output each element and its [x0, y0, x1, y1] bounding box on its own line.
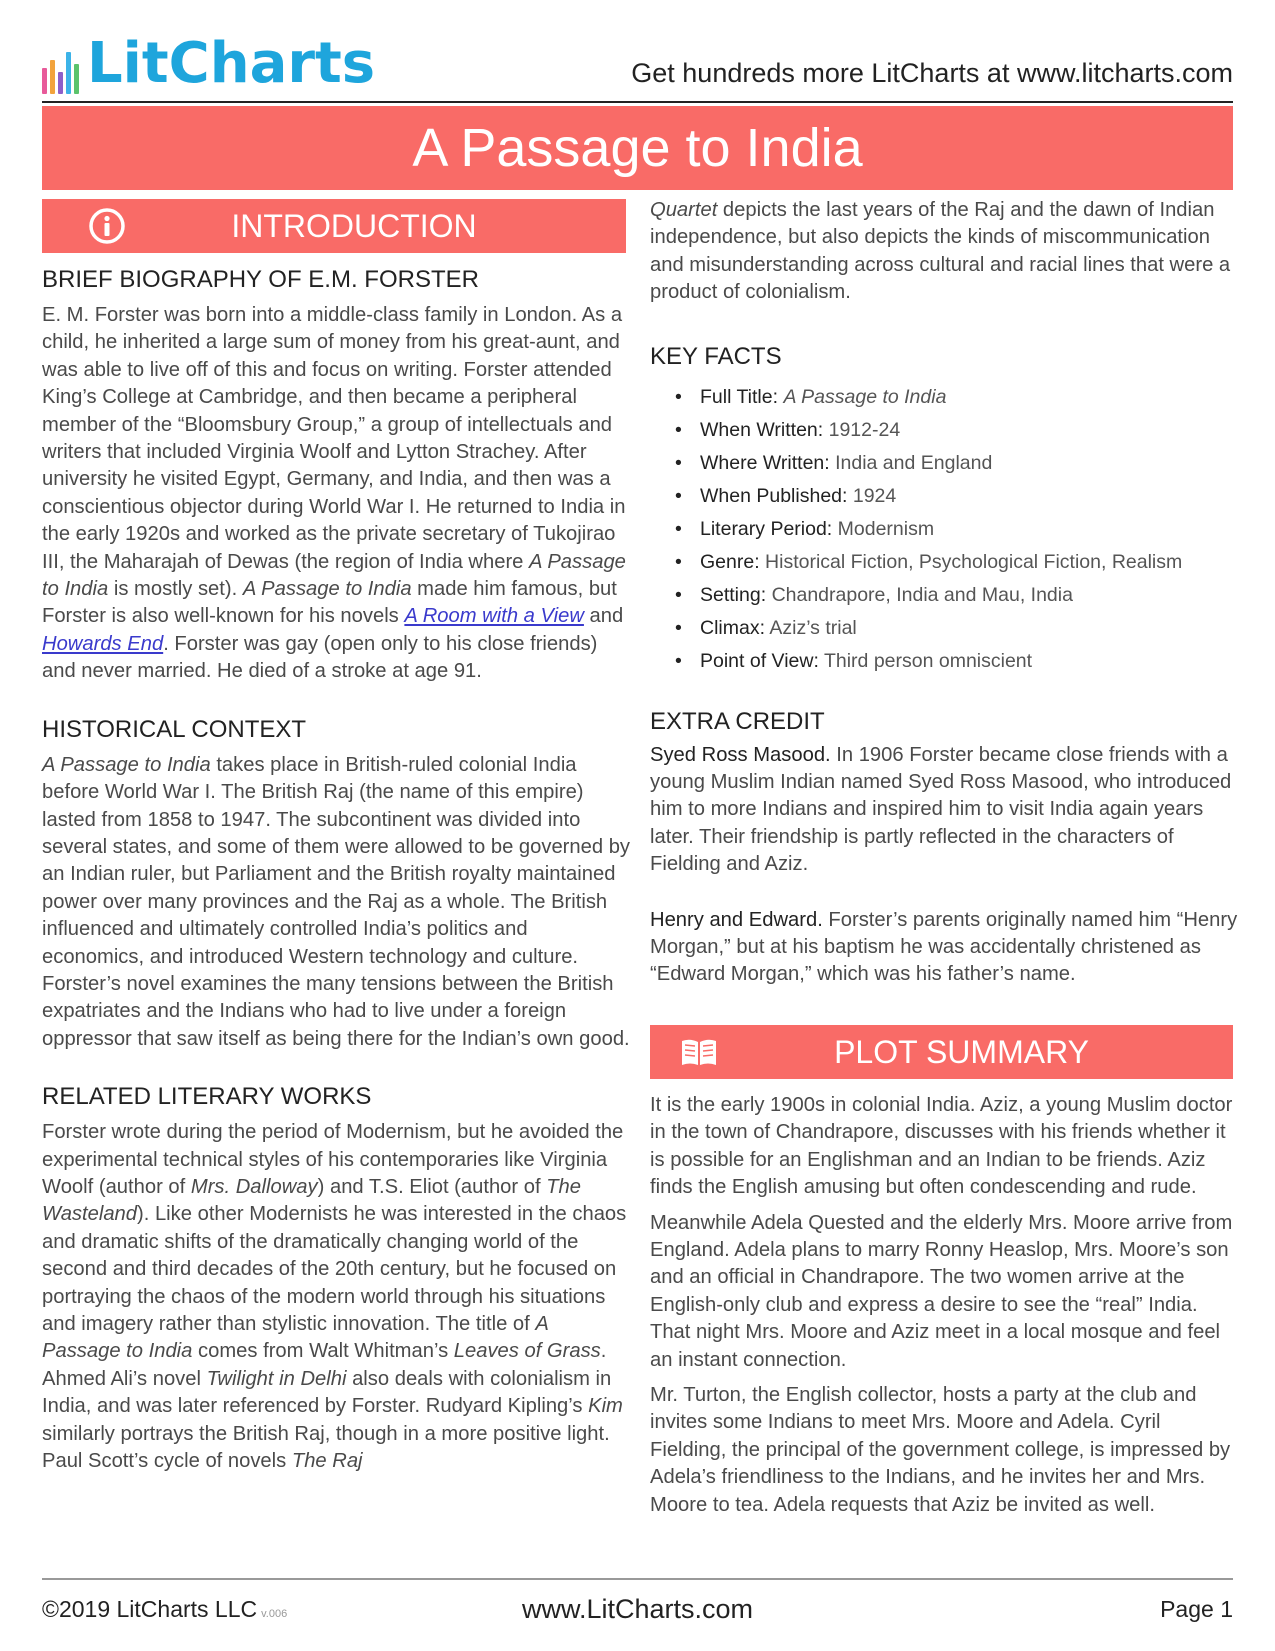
left-column — [42, 266, 632, 1475]
header-tagline: Get hundreds more LitCharts at www.litcharts.com — [631, 58, 1233, 88]
a-room-with-a-view-link[interactable]: A Room with a View — [404, 605, 584, 628]
litcharts-logo[interactable] — [42, 30, 375, 94]
footer-divider — [42, 1578, 1233, 1580]
plot-summary-body — [650, 1092, 1240, 1519]
copyright-notice: ©2019 LitCharts LLC v.006 — [42, 1596, 288, 1622]
plot-summary-heading: PLOT SUMMARY — [834, 1034, 1089, 1070]
logo-text: LitCharts — [87, 31, 376, 96]
fact-when-written: • When Written: 1912-24 — [650, 414, 1240, 447]
key-facts-heading: KEY FACTS — [650, 342, 782, 370]
fact-point-of-view: • Point of View: Third person omniscient — [650, 645, 1240, 678]
header-divider — [42, 101, 1233, 103]
fact-genre: • Genre: Historical Fiction, Psychological Fiction, Realism — [650, 546, 1240, 579]
biography-text: E. M. Forster was born into a middle-class family in London. As a child, he inherited a large sum of money from his great-aunt, and was able to live off of this and focus on writing. Forster attended King’s College at Cambridge, and then became a peripheral member of the “Bloomsbury Group,” a group of intellectuals and writers that included Virginia Woolf and Lytton Strachey. After university he visited Egypt, Germany, and India, and then was a conscientious objector during World War I. He returned to India in the early 1920s and worked as the private secretary of Tukojirao III, the Maharajah of Dewas (the region of India where A Passage to India is mostly set). A Passage to India made him famous, but Forster is also well-known for his novels A Room with a View and Howards End. Forster was gay (open only to his close friends) and never married. He died of a stroke at age 91. — [42, 304, 626, 683]
plot-summary-banner — [650, 1025, 1233, 1079]
fact-climax: • Climax: Aziz’s trial — [650, 612, 1240, 645]
logo-bars-icon — [42, 48, 79, 94]
page-number: Page 1 — [1160, 1596, 1233, 1622]
historical-context-text: A Passage to India takes place in British-ruled colonial India before World War I. The British Raj (the name of this empire) lasted from 1858 to 1947. The subcontinent was divided into several states, and some of them were allowed to be governed by an Indian ruler, but Parliament and the British royalty maintained power over many provinces and the Raj as a whole. The British influenced and ultimately controlled India’s politics and economics, and introduced Western technology and culture. Forster’s novel examines the many tensions between the British expatriates and the Indians who had to live under a foreign oppressor that saw itself as being there for the Indian’s own good. — [42, 753, 631, 1050]
fact-literary-period: • Literary Period: Modernism — [650, 513, 1240, 546]
related-works-text: Forster wrote during the period of Modernism, but he avoided the experimental technical styles of his contemporaries like Virginia Woolf (author of Mrs. Dalloway) and T.S. Eliot (author of The Wasteland). Like other Modernists he was interested in the chaos and dramatic shifts of the dramatically changing world of the second and third decades of the 20th century, but he focused on portraying the chaos of the modern world through his situations and imagery rather than stylistic innovation. The title of A Passage to India comes from Walt Whitman’s Leaves of Grass. Ahmed Ali’s novel Twilight in Delhi also deals with colonialism in India, and was later referenced by Forster. Rudyard Kipling’s Kim similarly portrays the British Raj, though in a more positive light. Paul Scott’s cycle of novels The Raj — [42, 1121, 627, 1473]
key-facts-list — [650, 381, 1240, 678]
footer-website-link[interactable]: www.LitCharts.com — [521, 1594, 754, 1624]
right-column — [650, 197, 1240, 989]
plot-paragraph: Meanwhile Adela Quested and the elderly Mrs. Moore arrive from England. Adela plans to marry Ronny Heaslop, Mrs. Moore’s son and an official in Chandrapore. The two women arrive at the English-only club and express a desire to see the “real” India. That night Mrs. Moore and Aziz meet in a local mosque and feel an instant connection. — [650, 1211, 1233, 1371]
version-label: v.006 — [261, 1608, 288, 1620]
plot-paragraph: It is the early 1900s in colonial India. Aziz, a young Muslim doctor in the town of Chandrapore, discusses with his friends whether it is possible for an Englishman and an Indian to be friends. Aziz finds the English amusing but often condescending and rude. — [650, 1094, 1233, 1199]
fact-setting: • Setting: Chandrapore, India and Mau, India — [650, 579, 1240, 612]
fact-full-title: • Full Title: A Passage to India — [650, 381, 1240, 414]
fact-where-written: • Where Written: India and England — [650, 447, 1240, 480]
historical-context-heading: HISTORICAL CONTEXT — [42, 715, 307, 743]
extra-credit-item: Henry and Edward. Forster’s parents originally named him “Henry Morgan,” but at his baptism he was accidentally christened as “Edward Morgan,” which was his father’s name. — [650, 908, 1238, 986]
plot-paragraph: Mr. Turton, the English collector, hosts a party at the club and invites some Indians to meet Mrs. Moore and Adela. Cyril Fielding, the principal of the government college, is impressed by Adela’s friendliness to the Indians, and he invites her and Mrs. Moore to tea. Adela requests that Aziz be invited as well. — [650, 1384, 1231, 1516]
extra-credit-item: Syed Ross Masood. In 1906 Forster became close friends with a young Muslim Indian named Syed Ross Masood, who introduced him to more Indians and inspired him to visit India again years later. Their friendship is partly reflected in the characters of Fielding and Aziz. — [650, 743, 1232, 876]
related-works-heading: RELATED LITERARY WORKS — [42, 1083, 372, 1111]
fact-when-published: • When Published: 1924 — [650, 480, 1240, 513]
biography-heading: BRIEF BIOGRAPHY OF E.M. FORSTER — [42, 266, 479, 293]
introduction-heading: INTRODUCTION — [231, 208, 477, 244]
howards-end-link[interactable]: Howards End — [42, 632, 164, 655]
page-title: A Passage to India — [412, 118, 863, 178]
title-banner — [42, 106, 1233, 190]
related-works-continued: Quartet depicts the last years of the Raj and the dawn of Indian independence, but also depicts the kinds of miscommunication and misunderstanding across cultural and racial lines that were a product of colonialism. — [650, 199, 1231, 304]
extra-credit-heading: EXTRA CREDIT — [650, 707, 825, 735]
introduction-banner — [42, 199, 626, 253]
